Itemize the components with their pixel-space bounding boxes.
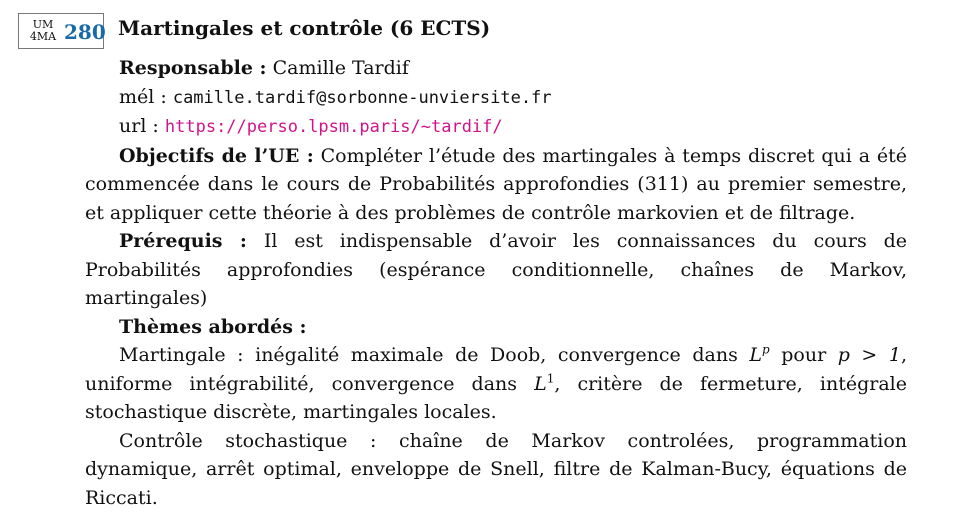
mail-address[interactable]: camille.tardif@sorbonne-unviersite.fr: [173, 88, 552, 108]
themes-controle-paragraph: [85, 427, 907, 512]
math-L: L: [749, 344, 762, 366]
course-code-prefix-line1: UM: [29, 19, 57, 31]
objectifs-text: Compléter l’étude des martingales à temps discret qui a été commencée dans le cours de Probabilités approfondies (311) au premier semestre, et appliquer cette théorie à des problèmes de contrôle markovien et de filtrage.: [85, 145, 907, 224]
objectifs-paragraph: [85, 142, 907, 228]
martingale-text-part1: Martingale : inégalité maximale de Doob, convergence dans: [119, 344, 749, 366]
math-1-sup: 1: [547, 371, 555, 385]
course-title: Martingales et contrôle (6 ECTS): [118, 16, 490, 40]
responsable-label: Responsable :: [119, 57, 267, 79]
course-description: [85, 54, 907, 512]
math-condition: p > 1: [838, 344, 901, 366]
responsable-name: Camille Tardif: [273, 57, 409, 79]
themes-heading-line: [85, 313, 907, 342]
url-link[interactable]: https://perso.lpsm.paris/~tardif/: [165, 117, 503, 137]
course-code-number: 280: [64, 20, 106, 44]
course-code-box: [18, 13, 104, 49]
math-p-sup: p: [762, 343, 770, 357]
url-line: [85, 112, 907, 142]
prerequis-paragraph: [85, 227, 907, 313]
martingale-pour: pour: [770, 344, 838, 366]
martingale-text-part3: , critère de fermeture, intégrale stochastique discrète, martingales locales.: [85, 373, 907, 424]
prerequis-label: Prérequis :: [119, 230, 247, 252]
prerequis-text: Il est indispensable d’avoir les connaissances du cours de Probabilités approfondies (espérance conditionnelle, chaînes de Markov, martingales): [85, 230, 907, 309]
martingale-text-part2: , uniforme intégrabilité, convergence dans: [85, 344, 907, 395]
responsable-line: [85, 54, 907, 83]
controle-text: Contrôle stochastique : chaîne de Markov controlées, programmation dynamique, arrêt optimal, enveloppe de Snell, filtre de Kalman-Bucy, équations de Riccati.: [85, 430, 907, 509]
url-label: url :: [119, 115, 159, 137]
course-code-prefix: [29, 19, 57, 43]
mail-line: [85, 83, 907, 113]
themes-label: Thèmes abordés :: [119, 316, 307, 338]
math-L1: L: [534, 373, 547, 395]
mail-label: mél :: [119, 86, 167, 108]
course-code-prefix-line2: 4MA: [29, 31, 57, 43]
themes-martingale-paragraph: [85, 341, 907, 427]
objectifs-label: Objectifs de l’UE :: [119, 145, 314, 167]
